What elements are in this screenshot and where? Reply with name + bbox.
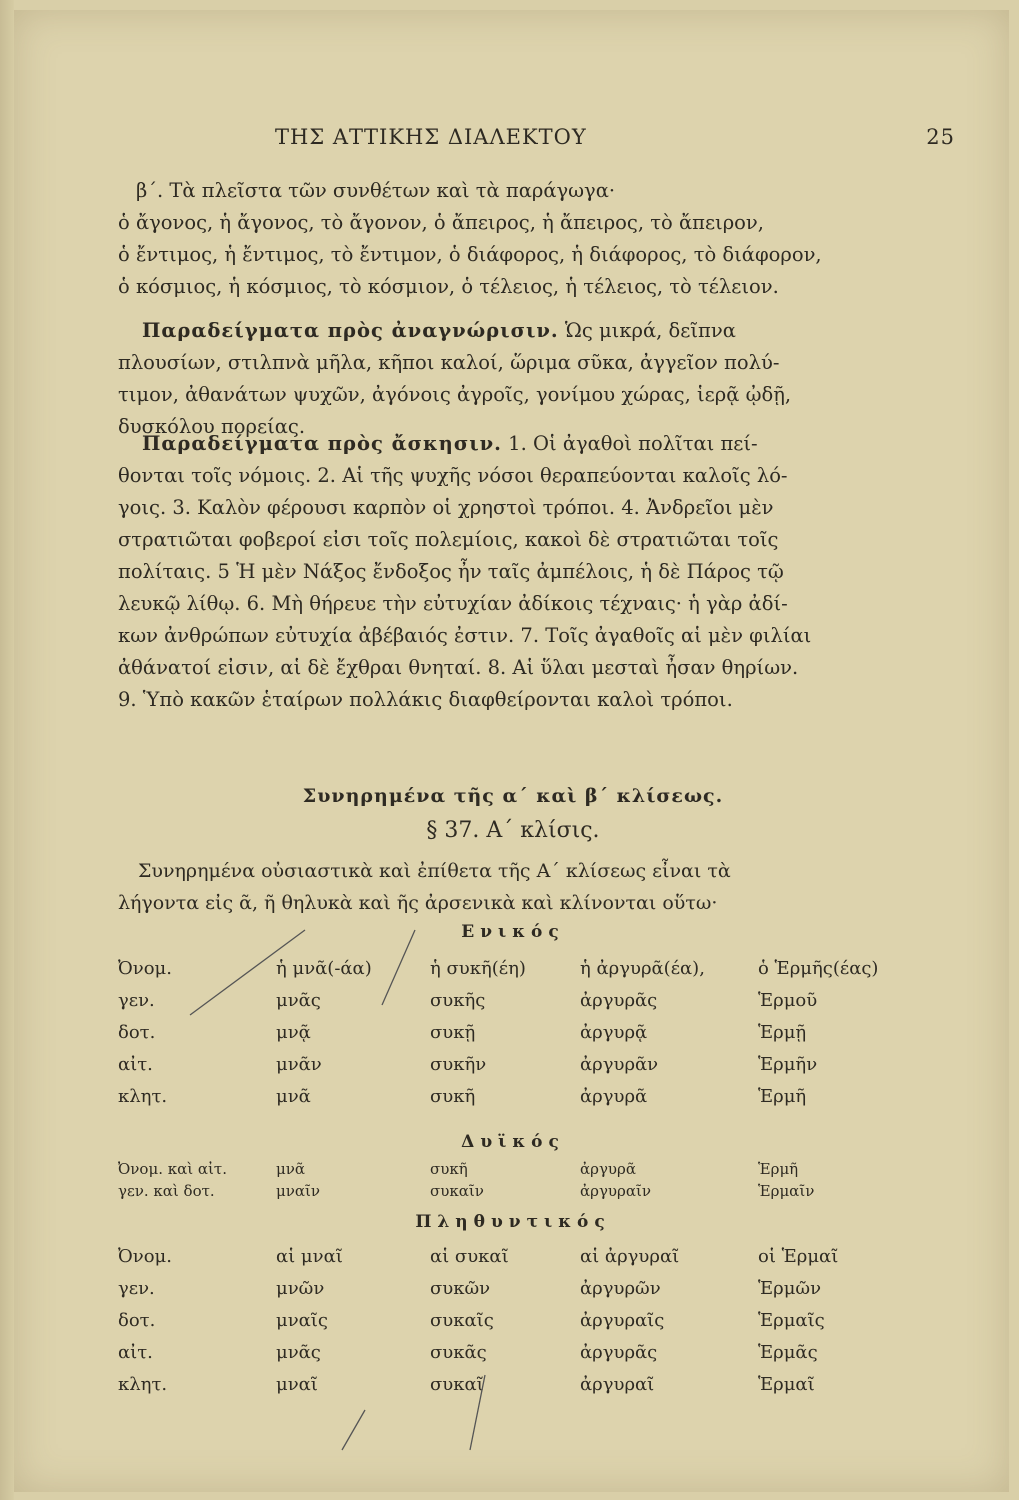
case-label: δοτ. (118, 1022, 156, 1043)
table-cell: ἀργυρᾶν (580, 1054, 659, 1075)
page-edge (0, 0, 14, 1500)
table-row (118, 1022, 908, 1054)
text-line: τιμον, ἀθανάτων ψυχῶν, ἀγόνοις ἀγροῖς, γονίμου χώρας, ἱερᾷ ᾠδῇ, (118, 383, 792, 406)
text-line: ἀθάνατοί εἰσιν, αἱ δὲ ἔχθραι θνηταί. 8. Αἱ ὕλαι μεσταὶ ἦσαν θηρίων. (118, 656, 799, 679)
text-line: θονται τοῖς νόμοις. 2. Αἱ τῆς ψυχῆς νόσοι θεραπεύονται καλοῖς λό- (118, 464, 788, 487)
text-line: 9. Ὑπὸ κακῶν ἑταίρων πολλάκις διαφθείρονται καλοὶ τρόποι. (118, 688, 733, 711)
table-cell: ἀργυραῖς (580, 1310, 665, 1331)
table-cell: ἡ συκῆ(έη) (430, 958, 526, 979)
table-cell: Ἑρμᾶς (758, 1342, 818, 1363)
table-cell: Ἑρμοῦ (758, 990, 818, 1011)
text-line: λήγοντα εἰς ᾶ, ῆ θηλυκὰ καὶ ῆς ἀρσενικὰ καὶ κλίνονται οὕτω· (118, 892, 718, 914)
text-line-tail: 1. Οἱ ἀγαθοὶ πολῖται πεί- (501, 432, 758, 455)
table-cell: Ἑρμῆ (758, 1086, 807, 1107)
table-cell: μνᾷ (276, 1022, 311, 1043)
text-line: γοις. 3. Καλὸν φέρουσι καρπὸν οἱ χρηστοὶ τρόποι. 4. Ἀνδρεῖοι μὲν (118, 496, 774, 519)
text-line (118, 315, 908, 347)
table-cell: ἀργυρᾷ (580, 1022, 648, 1043)
text-line: δυσκόλου πορείας. (118, 415, 306, 438)
table-cell: μνᾶν (276, 1054, 322, 1075)
table-cell: συκῇ (430, 1022, 476, 1043)
table-cell: συκῆν (430, 1054, 487, 1075)
table-cell: Ἑρμῇ (758, 1022, 807, 1043)
table-cell: ὁ Ἑρμῆς(έας) (758, 958, 879, 979)
table-cell: συκᾶς (430, 1342, 487, 1363)
case-label: Ὀνομ. (118, 1246, 172, 1267)
table-cell: μναῖς (276, 1310, 328, 1331)
case-label: γεν. καὶ δοτ. (118, 1182, 215, 1200)
pencil-mark-icon (370, 925, 430, 1015)
table-cell: αἱ ἀργυραῖ (580, 1246, 680, 1267)
table-cell: Ἑρμῶν (758, 1278, 822, 1299)
table-cell: Ἑρμῆν (758, 1054, 818, 1075)
table-cell: συκῆ (430, 1160, 468, 1178)
page-number: 25 (926, 125, 955, 149)
table-cell: συκαῖ (430, 1374, 484, 1395)
section-body (118, 855, 908, 919)
text-line: λευκῷ λίθῳ. 6. Μὴ θήρευε τὴν εὐτυχίαν ἀδίκοις τέχναις· ἡ γὰρ ἀδί- (118, 592, 788, 615)
table-cell: ἀργυρᾶς (580, 990, 658, 1011)
table-cell: ἀργυρᾶ (580, 1160, 636, 1178)
table-cell: μναῖ (276, 1374, 318, 1395)
table-cell: μνᾶς (276, 990, 321, 1011)
text-line: ὁ κόσμιος, ἡ κόσμιος, τὸ κόσμιον, ὁ τέλειος, ἡ τέλειος, τὸ τέλειον. (118, 275, 779, 298)
text-line-tail: Ὡς μικρά, δεῖπνα (558, 319, 736, 342)
recognition-heading: Παραδείγματα πρὸς ἀναγνώρισιν. (142, 319, 559, 342)
case-label: γεν. (118, 990, 155, 1011)
table-cell: Ἑρμαῖν (758, 1182, 815, 1200)
table-row (118, 1342, 908, 1374)
table-cell: ἀργυρᾶ (580, 1086, 648, 1107)
running-header (275, 125, 955, 157)
exercise-block (118, 428, 908, 716)
paragraph-heading: § 37. Α΄ κλίσις. (426, 818, 600, 843)
table-cell: μνᾶ (276, 1160, 305, 1178)
table-cell: συκαῖν (430, 1182, 484, 1200)
table-row (118, 1182, 908, 1204)
table-cell: συκῶν (430, 1278, 491, 1299)
table-cell: ἡ μνᾶ(-άα) (276, 958, 372, 979)
table-row (118, 1086, 908, 1118)
case-label: κλητ. (118, 1086, 168, 1107)
table-cell: συκῆς (430, 990, 486, 1011)
plural-label: Πληθυντικός (415, 1212, 611, 1232)
case-label: αἰτ. (118, 1342, 153, 1363)
table-cell: ἀργυρᾶς (580, 1342, 658, 1363)
table-cell: αἱ συκαῖ (430, 1246, 509, 1267)
text-line: πλουσίων, στιλπνὰ μῆλα, κῆποι καλοί, ὥριμα σῦκα, ἀγγεῖον πολύ- (118, 351, 780, 374)
table-row (118, 1160, 908, 1182)
text-line: κων ἀνθρώπων εὐτυχία ἀβέβαιός ἐστιν. 7. Τοῖς ἀγαθοῖς αἱ μὲν φιλίαι (118, 624, 812, 647)
intro-block (118, 175, 908, 303)
section-heading: Συνηρημένα τῆς α΄ καὶ β΄ κλίσεως. (302, 785, 724, 807)
recognition-block (118, 315, 908, 443)
text-line (118, 428, 908, 460)
text-line: β΄. Τὰ πλεῖστα τῶν συνθέτων καὶ τὰ παράγωγα· (136, 179, 616, 202)
text-line: στρατιῶται φοβεροί εἰσι τοῖς πολεμίοις, κακοὶ δὲ στρατιῶται τοῖς (118, 528, 779, 551)
text-line: Συνηρημένα οὐσιαστικὰ καὶ ἐπίθετα τῆς Α΄ κλίσεως εἶναι τὰ (138, 860, 731, 882)
pencil-mark-icon (330, 1370, 510, 1460)
table-row (118, 1374, 908, 1406)
table-cell: ἀργυραῖν (580, 1182, 651, 1200)
table-cell: συκαῖς (430, 1310, 494, 1331)
table-cell: ἡ ἀργυρᾶ(έα), (580, 958, 705, 979)
header-title: ΤΗΣ ΑΤΤΙΚΗΣ ΔΙΑΛΕΚΤΟΥ (275, 125, 587, 149)
case-label: αἰτ. (118, 1054, 153, 1075)
table-cell: ἀργυραῖ (580, 1374, 655, 1395)
case-label: Ὀνομ. καὶ αἰτ. (118, 1160, 227, 1178)
table-cell: Ἑρμῆ (758, 1160, 799, 1178)
case-label: Ὀνομ. (118, 958, 172, 979)
table-cell: οἱ Ἑρμαῖ (758, 1246, 839, 1267)
case-label: γεν. (118, 1278, 155, 1299)
table-cell: ἀργυρῶν (580, 1278, 661, 1299)
table-row (118, 1054, 908, 1086)
case-label: δοτ. (118, 1310, 156, 1331)
singular-label: Ενικός (461, 922, 565, 942)
exercise-heading: Παραδείγματα πρὸς ἄσκησιν. (142, 432, 502, 455)
table-row (118, 1246, 908, 1278)
table-cell: μνᾶς (276, 1342, 321, 1363)
table-cell: αἱ μναῖ (276, 1246, 343, 1267)
table-cell: μνῶν (276, 1278, 325, 1299)
table-row (118, 1278, 908, 1310)
table-cell: Ἑρμαῖ (758, 1374, 815, 1395)
plural-table (118, 1246, 908, 1406)
pencil-mark-icon (170, 925, 310, 1025)
text-line: πολίταις. 5 Ἡ μὲν Νάξος ἔνδοξος ἦν ταῖς ἀμπέλοις, ἡ δὲ Πάρος τῷ (118, 560, 784, 583)
text-line: ὁ ἄγονος, ἡ ἄγονος, τὸ ἄγονον, ὁ ἄπειρος, ἡ ἄπειρος, τὸ ἄπειρον, (118, 211, 764, 234)
case-label: κλητ. (118, 1374, 168, 1395)
text-line: ὁ ἔντιμος, ἡ ἔντιμος, τὸ ἔντιμον, ὁ διάφορος, ἡ διάφορος, τὸ διάφορον, (118, 243, 822, 266)
table-row (118, 1310, 908, 1342)
table-cell: συκῆ (430, 1086, 476, 1107)
table-cell: Ἑρμαῖς (758, 1310, 825, 1331)
table-cell: μναῖν (276, 1182, 320, 1200)
dual-label: Δυϊκός (461, 1132, 565, 1152)
dual-table (118, 1160, 908, 1204)
table-cell: μνᾶ (276, 1086, 311, 1107)
